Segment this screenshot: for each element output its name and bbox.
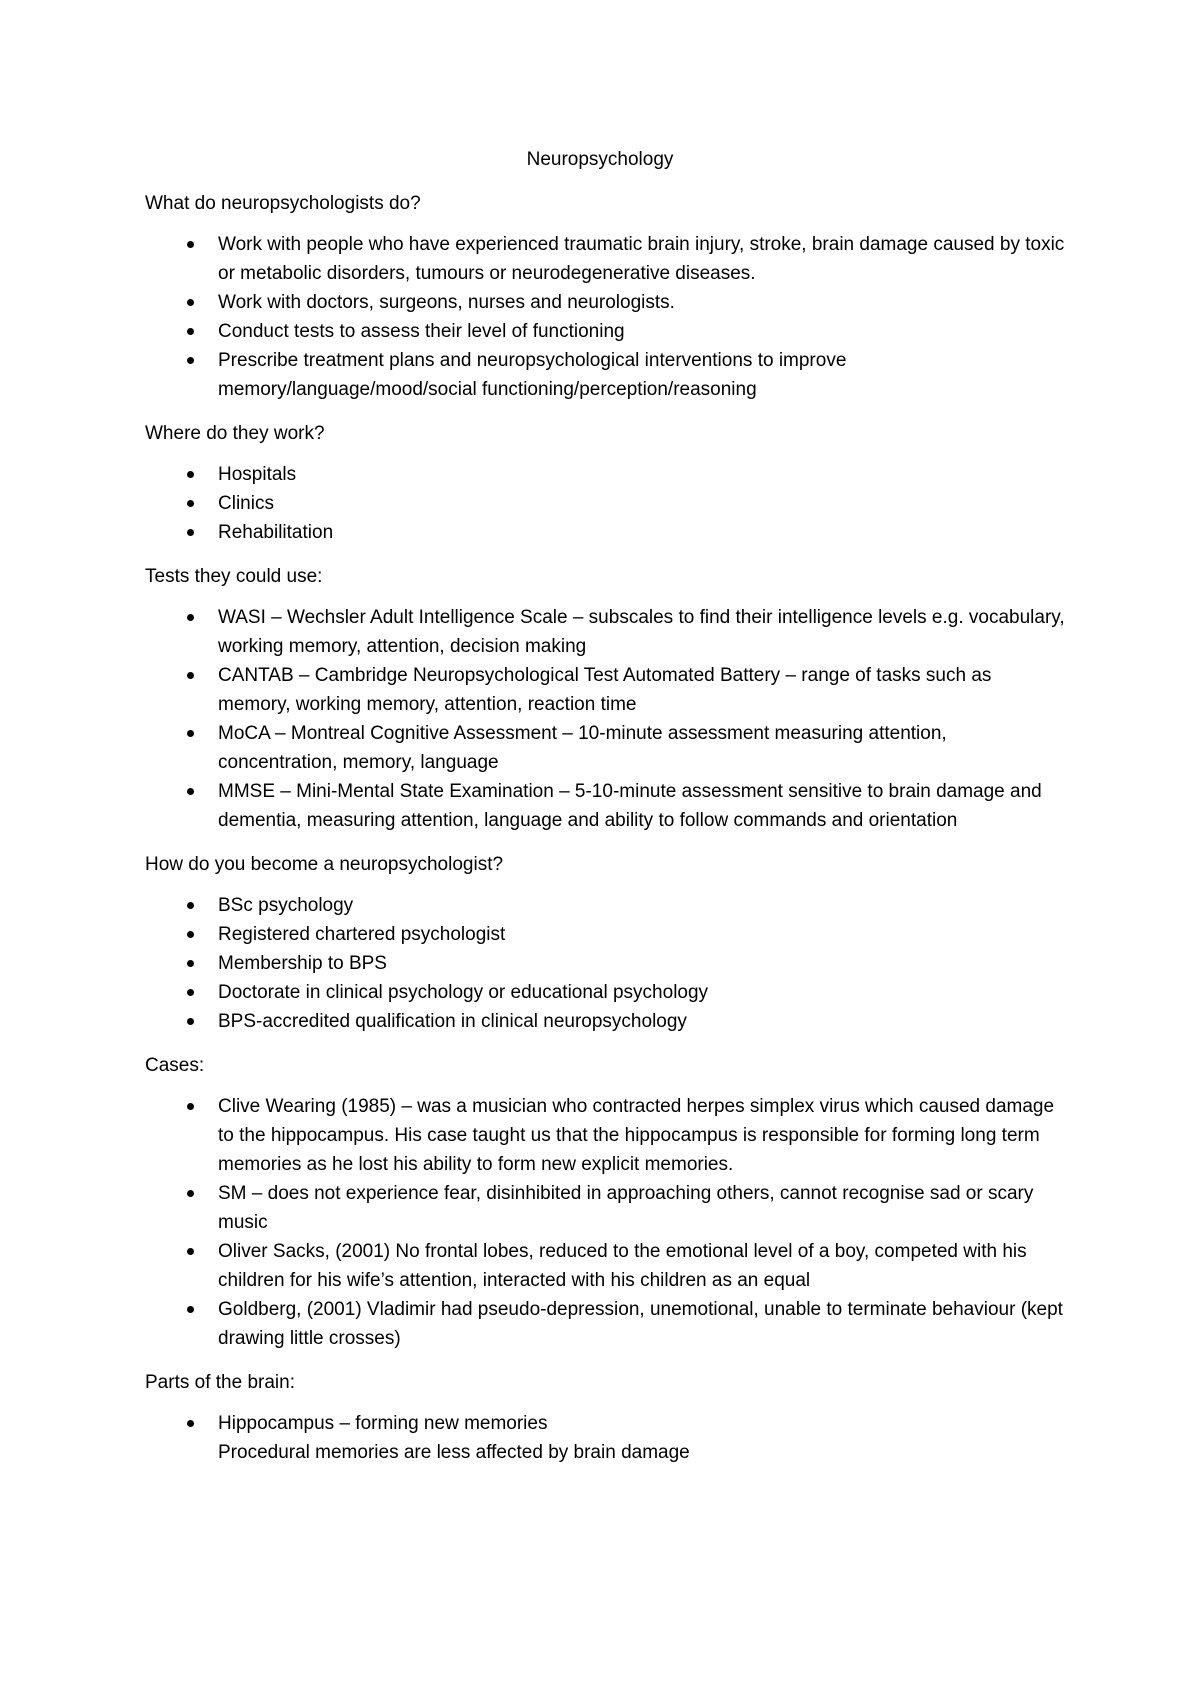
page-title: Neuropsychology [526, 149, 674, 170]
list-item [145, 949, 1065, 978]
list-item-text: Hippocampus – forming new memories [218, 1413, 548, 1434]
list-item [145, 518, 1065, 547]
list-item [145, 230, 1065, 288]
list-item [145, 978, 1065, 1007]
bullet-icon [187, 960, 194, 967]
list-item [145, 460, 1065, 489]
bullet-icon [187, 788, 194, 795]
list-item [145, 1007, 1065, 1036]
list-item-text: Doctorate in clinical psychology or educational psychology [218, 982, 709, 1003]
document-body [145, 189, 1065, 1482]
bullet-list [145, 1409, 1065, 1467]
list-item [145, 1295, 1065, 1353]
list-item-text: Rehabilitation [218, 522, 334, 543]
bullet-icon [187, 1306, 194, 1313]
section-heading: Where do they work? [145, 423, 325, 444]
list-item-text: Clive Wearing (1985) – was a musician who contracted herpes simplex virus which caused damage to the hippocampus. His case taught us that the hippocampus is responsible for forming long term memories as he lost his ability to form new explicit memories. [218, 1096, 1055, 1175]
bullet-icon [187, 357, 194, 364]
bullet-list [145, 1092, 1065, 1353]
bullet-list [145, 460, 1065, 547]
section-heading: How do you become a neuropsychologist? [145, 854, 504, 875]
bullet-icon [187, 241, 194, 248]
list-item [145, 1179, 1065, 1237]
list-item [145, 1237, 1065, 1295]
bullet-icon [187, 471, 194, 478]
bullet-icon [187, 614, 194, 621]
bullet-list [145, 603, 1065, 835]
list-item-text: Work with people who have experienced traumatic brain injury, stroke, brain damage caused by toxic or metabolic disorders, tumours or neurodegenerative diseases. [218, 234, 1065, 284]
list-item-text: BSc psychology [218, 895, 354, 916]
bullet-icon [187, 1018, 194, 1025]
list-item-text: Oliver Sacks, (2001) No frontal lobes, reduced to the emotional level of a boy, competed with his children for his wife’s attention, interacted with his children as an equal [218, 1241, 1027, 1291]
list-item-text: CANTAB – Cambridge Neuropsychological Test Automated Battery – range of tasks such as memory, working memory, attention, reaction time [218, 665, 992, 715]
list-item-text: Registered chartered psychologist [218, 924, 506, 945]
bullet-icon [187, 1103, 194, 1110]
list-item-text: MoCA – Montreal Cognitive Assessment – 10-minute assessment measuring attention, concentration, memory, language [218, 723, 947, 773]
bullet-icon [187, 989, 194, 996]
list-item [145, 1092, 1065, 1179]
bullet-icon [187, 299, 194, 306]
bullet-icon [187, 902, 194, 909]
section-heading: Cases: [145, 1055, 205, 1076]
bullet-list [145, 230, 1065, 404]
list-item [145, 719, 1065, 777]
bullet-icon [187, 730, 194, 737]
list-item-subline: Procedural memories are less affected by brain damage [218, 1442, 690, 1463]
list-item-text: SM – does not experience fear, disinhibited in approaching others, cannot recognise sad or scary music [218, 1183, 1034, 1233]
list-item [145, 288, 1065, 317]
list-item [145, 603, 1065, 661]
bullet-list [145, 891, 1065, 1036]
list-item-text: Hospitals [218, 464, 297, 485]
list-item-text: Prescribe treatment plans and neuropsychological interventions to improve memory/language/mood/social functioning/perception/reasoning [218, 350, 847, 400]
list-item [145, 1409, 1065, 1467]
list-item [145, 661, 1065, 719]
list-item [145, 317, 1065, 346]
list-item-text: Conduct tests to assess their level of functioning [218, 321, 625, 342]
list-item-text: Clinics [218, 493, 274, 514]
bullet-icon [187, 1420, 194, 1427]
bullet-icon [187, 529, 194, 536]
bullet-icon [187, 1248, 194, 1255]
list-item-text: Goldberg, (2001) Vladimir had pseudo-depression, unemotional, unable to terminate behaviour (kept drawing little crosses) [218, 1299, 1063, 1349]
list-item [145, 346, 1065, 404]
list-item [145, 891, 1065, 920]
list-item [145, 489, 1065, 518]
bullet-icon [187, 500, 194, 507]
section-heading: Tests they could use: [145, 566, 323, 587]
list-item-text: Work with doctors, surgeons, nurses and neurologists. [218, 292, 675, 313]
bullet-icon [187, 328, 194, 335]
section-heading: Parts of the brain: [145, 1372, 295, 1393]
list-item-text: Membership to BPS [218, 953, 387, 974]
bullet-icon [187, 1190, 194, 1197]
bullet-icon [187, 931, 194, 938]
list-item [145, 777, 1065, 835]
section-heading: What do neuropsychologists do? [145, 193, 421, 214]
list-item-text: WASI – Wechsler Adult Intelligence Scale – subscales to find their intelligence levels e.g. vocabulary, working memory, attention, decision making [218, 607, 1065, 657]
list-item-text: BPS-accredited qualification in clinical neuropsychology [218, 1011, 687, 1032]
list-item-text: MMSE – Mini-Mental State Examination – 5-10-minute assessment sensitive to brain damage and dementia, measuring attention, language and ability to follow commands and orientation [218, 781, 1042, 831]
list-item [145, 920, 1065, 949]
bullet-icon [187, 672, 194, 679]
